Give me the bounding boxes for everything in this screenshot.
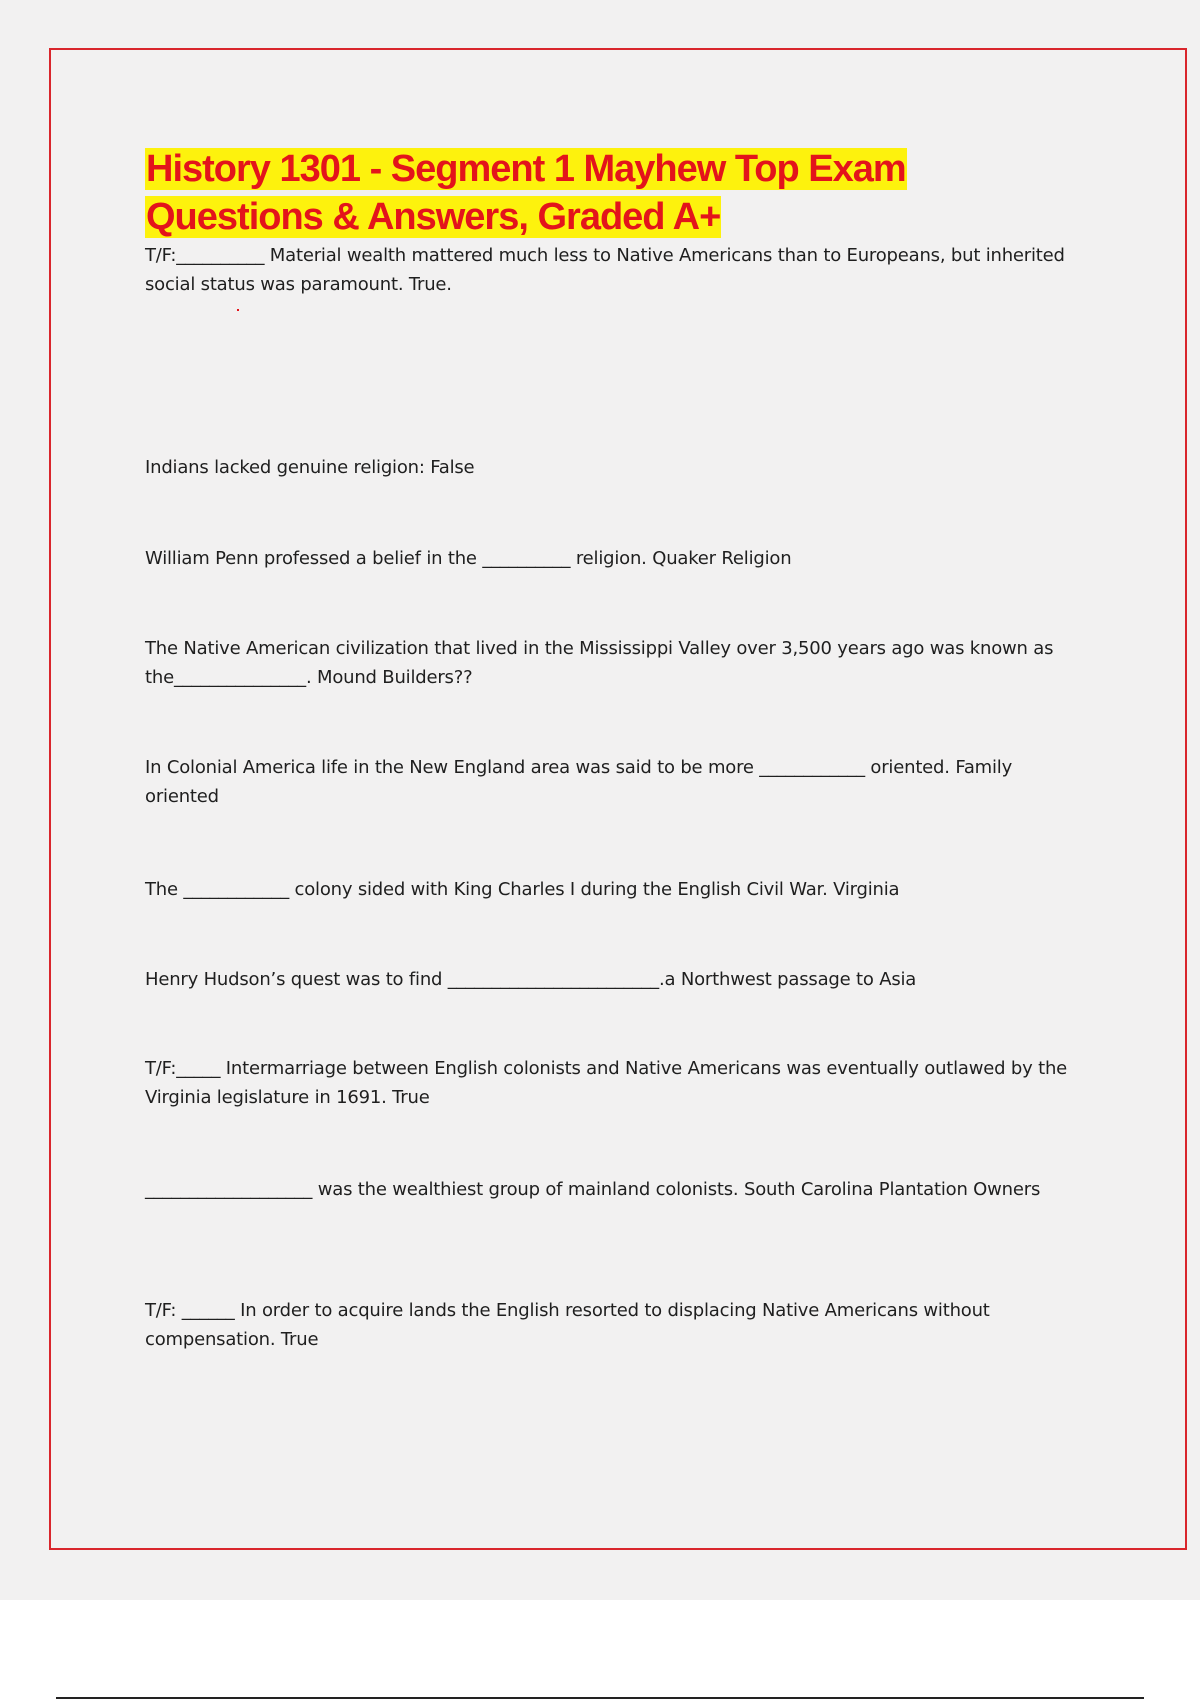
question-5: In Colonial America life in the New England area was said to be more ____________ oriented. Family oriented (145, 757, 1013, 807)
question-1: T/F:__________ Material wealth mattered much less to Native Americans than to Europeans, but inherited social status was paramount. True. (145, 245, 1065, 295)
document-title (145, 145, 1090, 241)
question-6: The ____________ colony sided with King Charles I during the English Civil War. Virginia (145, 879, 900, 900)
document-header (145, 145, 1090, 241)
question-7: Henry Hudson’s quest was to find ________________________.a Northwest passage to Asia (145, 969, 917, 990)
title-line-2: Questions & Answers, Graded A+ (146, 196, 721, 238)
question-4: The Native American civilization that lived in the Mississippi Valley over 3,500 years ago was known as the_______________. Mound Builders?? (145, 638, 1054, 688)
question-9: ___________________ was the wealthiest group of mainland colonists. South Carolina Plantation Owners (145, 1179, 1041, 1200)
question-10: T/F: ______ In order to acquire lands the English resorted to displacing Native Americans without compensation. True (145, 1300, 990, 1350)
question-2: Indians lacked genuine religion: False (145, 457, 475, 478)
red-mark (237, 309, 239, 311)
question-8: T/F:_____ Intermarriage between English colonists and Native Americans was eventually outlawed by the Virginia legislature in 1691. True (145, 1058, 1068, 1108)
question-3: William Penn professed a belief in the __________ religion. Quaker Religion (145, 548, 792, 569)
bottom-rule (56, 1697, 1144, 1699)
title-line-1: History 1301 - Segment 1 Mayhew Top Exam (146, 148, 906, 190)
